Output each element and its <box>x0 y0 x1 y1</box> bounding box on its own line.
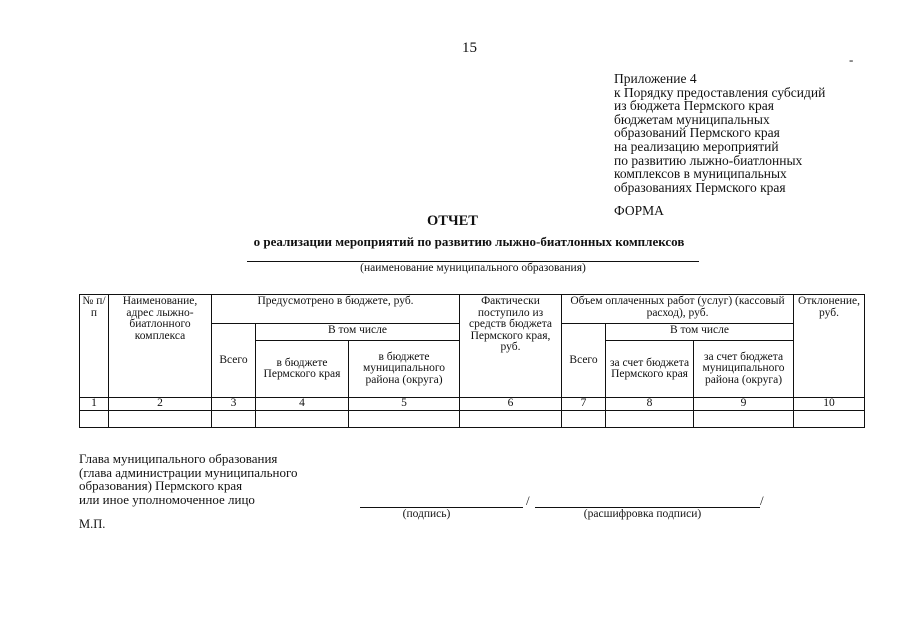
appendix-line: комплексов в муниципальных <box>614 166 787 182</box>
header-paid-including: В том числе <box>606 324 794 341</box>
header-number: № п/п <box>80 295 109 398</box>
signer-line: образования) Пермского края <box>79 478 243 493</box>
header-deviation: Отклонение, руб. <box>794 295 865 398</box>
appendix-line: на реализацию мероприятий <box>614 138 779 154</box>
column-number-cell: 1 <box>80 398 109 411</box>
header-budget: Предусмотрено в бюджете, руб. <box>212 295 460 324</box>
signature-decode-slash: / <box>760 493 764 508</box>
signer-line: (глава администрации муниципального <box>79 464 298 480</box>
column-number-cell: 4 <box>256 398 349 411</box>
header-budget-region: в бюджете Пермского края <box>256 341 349 398</box>
empty-cell <box>794 411 865 428</box>
empty-cell <box>256 411 349 428</box>
header-paid-works: Объем оплаченных работ (услуг) (кассовый расход), руб. <box>562 295 794 324</box>
header-budget-municipal: в бюджете муниципального района (округа) <box>349 341 460 398</box>
signature-caption: (подпись) <box>402 508 451 520</box>
empty-cell <box>606 411 694 428</box>
report-table <box>79 294 865 428</box>
column-number-cell: 10 <box>794 398 865 411</box>
appendix-line: к Порядку предоставления субсидий <box>614 84 826 100</box>
signer-line: Глава муниципального образования <box>79 451 278 466</box>
signature-decode-caption: (расшифровка подписи) <box>583 508 702 520</box>
page-number: 15 <box>462 40 477 56</box>
signature-slash: / <box>526 493 530 508</box>
header-budget-including: В том числе <box>256 324 460 341</box>
header-received: Фактически поступило из средств бюджета Пермского края, руб. <box>460 295 562 398</box>
column-number-cell: 8 <box>606 398 694 411</box>
signer-line: или иное уполномоченное лицо <box>79 491 255 507</box>
empty-cell <box>109 411 212 428</box>
report-subtitle: о реализации мероприятий по развитию лыжно-биатлонных комплексов <box>253 234 685 249</box>
header-paid-municipal: за счет бюджета муниципального района (округа) <box>694 341 794 398</box>
column-number-cell: 2 <box>109 398 212 411</box>
column-number-cell: 7 <box>562 398 606 411</box>
header-complex-name: Наименование, адрес лыжно-биатлонного комплекса <box>109 295 212 398</box>
municipality-name-caption: (наименование муниципального образования) <box>360 262 586 274</box>
empty-cell <box>80 411 109 428</box>
empty-cell <box>562 411 606 428</box>
form-label: ФОРМА <box>614 203 664 218</box>
header-paid-total: Всего <box>562 324 606 398</box>
appendix-line: Приложение 4 <box>614 71 697 86</box>
column-number-cell: 6 <box>460 398 562 411</box>
header-budget-total: Всего <box>212 324 256 398</box>
signer-block <box>79 452 298 506</box>
stamp-placeholder: М.П. <box>79 517 106 531</box>
appendix-line: образований Пермского края <box>614 125 780 141</box>
empty-cell <box>349 411 460 428</box>
header-paid-region: за счет бюджета Пермского края <box>606 341 694 398</box>
appendix-line: из бюджета Пермского края <box>614 98 774 114</box>
column-number-cell: 5 <box>349 398 460 411</box>
appendix-line: бюджетам муниципальных <box>614 111 770 127</box>
appendix-line: по развитию лыжно-биатлонных <box>614 152 803 168</box>
appendix-line: образованиях Пермского края <box>614 179 786 195</box>
appendix-block <box>614 72 825 194</box>
corner-mark: - <box>849 52 854 67</box>
empty-cell <box>460 411 562 428</box>
empty-cell <box>212 411 256 428</box>
table-row <box>80 411 865 428</box>
empty-cell <box>694 411 794 428</box>
column-number-cell: 9 <box>694 398 794 411</box>
column-number-cell: 3 <box>212 398 256 411</box>
report-title: ОТЧЕТ <box>427 213 478 229</box>
